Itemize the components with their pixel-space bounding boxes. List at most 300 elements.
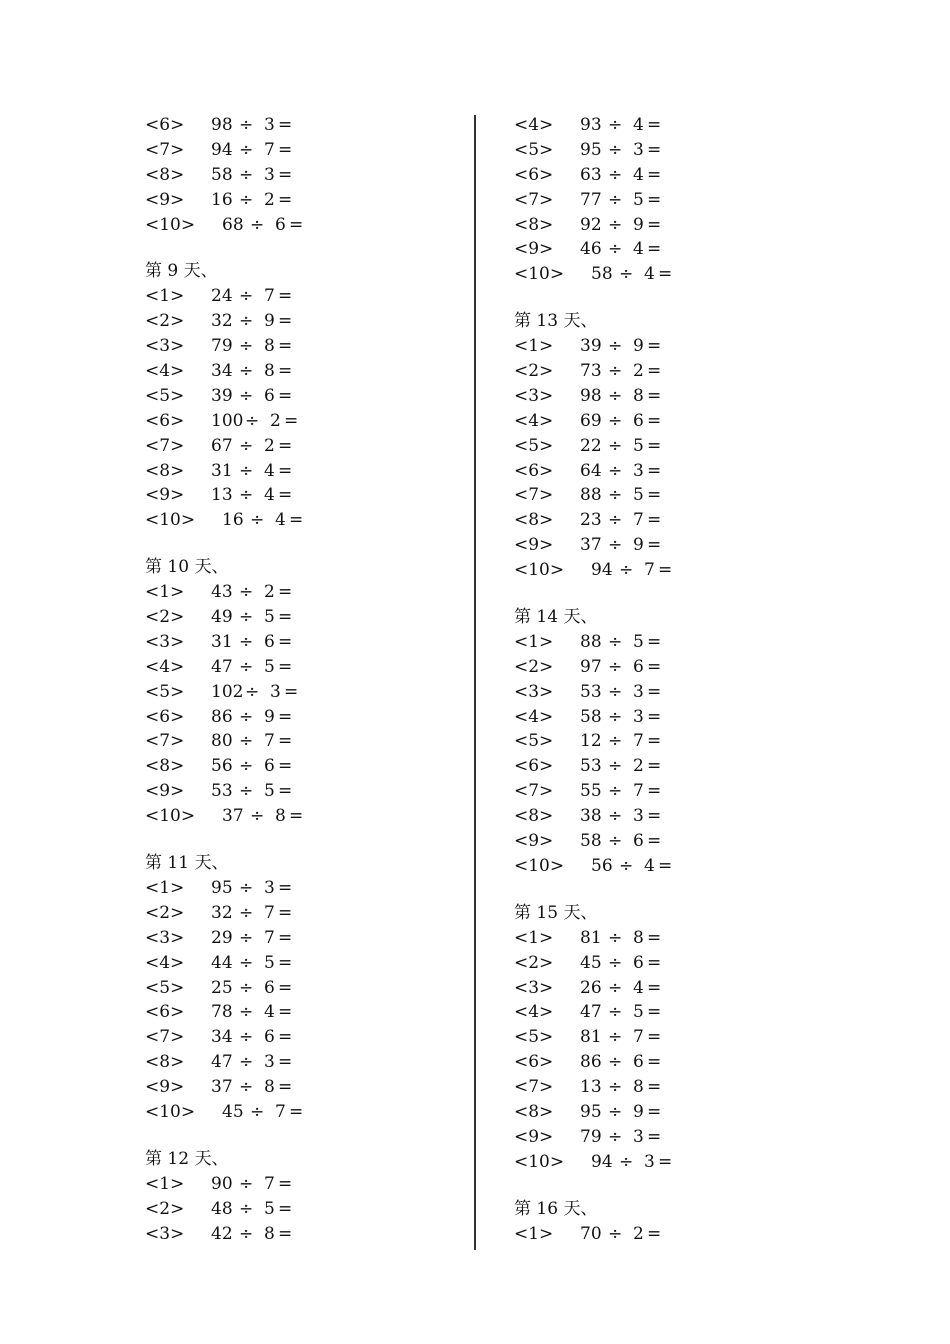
divisor: 7 <box>644 560 655 581</box>
divisor: 6 <box>264 631 275 652</box>
divisor: 5 <box>264 781 275 802</box>
problem-label: <3> <box>145 336 185 357</box>
dividend: 73 <box>580 361 602 382</box>
divisor: 7 <box>633 510 644 531</box>
equals-sign: = <box>278 902 293 923</box>
problem-label: <6> <box>145 1002 185 1023</box>
division-problem <box>514 1075 678 1100</box>
operator: ÷ <box>239 286 254 307</box>
divisor: 8 <box>264 361 275 382</box>
dividend: 95 <box>211 877 233 898</box>
divisor: 6 <box>264 756 275 777</box>
equals-sign: = <box>278 607 293 628</box>
division-problem <box>145 409 309 434</box>
equals-sign: = <box>284 410 299 431</box>
problem-label: <2> <box>145 1198 185 1219</box>
operator: ÷ <box>239 385 254 406</box>
divisor: 6 <box>633 656 644 677</box>
equals-sign: = <box>647 485 662 506</box>
problem-label: <3> <box>145 1223 185 1244</box>
problem-label: <1> <box>145 582 185 603</box>
equals-sign: = <box>647 952 662 973</box>
dividend: 98 <box>580 385 602 406</box>
division-problem <box>145 384 309 409</box>
problem-label: <2> <box>145 311 185 332</box>
operator: ÷ <box>608 435 623 456</box>
problem-label: <2> <box>514 656 554 677</box>
operator: ÷ <box>239 952 254 973</box>
equals-sign: = <box>647 139 662 160</box>
problem-label: <1> <box>514 1223 554 1244</box>
division-problem <box>514 1050 678 1075</box>
division-problem <box>145 926 309 951</box>
operator: ÷ <box>250 806 265 827</box>
division-problem <box>514 1125 678 1150</box>
division-problem <box>514 359 678 384</box>
divisor: 3 <box>264 1052 275 1073</box>
operator: ÷ <box>619 855 634 876</box>
dividend: 22 <box>580 435 602 456</box>
dividend: 56 <box>211 756 233 777</box>
equals-sign: = <box>278 435 293 456</box>
problem-label: <1> <box>514 336 554 357</box>
operator: ÷ <box>250 1101 265 1122</box>
division-problem <box>145 1100 309 1125</box>
problem-label: <2> <box>145 902 185 923</box>
divisor: 9 <box>264 311 275 332</box>
divisor: 7 <box>264 286 275 307</box>
problem-label: <10> <box>514 560 565 581</box>
dividend: 53 <box>580 681 602 702</box>
divisor: 3 <box>264 877 275 898</box>
equals-sign: = <box>278 385 293 406</box>
dividend: 58 <box>211 164 233 185</box>
division-problem <box>145 359 309 384</box>
equals-sign: = <box>289 214 304 235</box>
operator: ÷ <box>239 731 254 752</box>
divisor: 7 <box>264 927 275 948</box>
divisor: 2 <box>264 435 275 456</box>
equals-sign: = <box>647 435 662 456</box>
division-problem <box>145 729 309 754</box>
problem-label: <4> <box>514 115 554 135</box>
operator: ÷ <box>608 139 623 160</box>
division-problem <box>514 459 678 484</box>
division-problem <box>145 655 309 680</box>
equals-sign: = <box>647 806 662 827</box>
operator: ÷ <box>239 336 254 357</box>
problem-label: <2> <box>514 361 554 382</box>
division-problem <box>145 213 309 238</box>
division-problem <box>145 1197 309 1222</box>
problem-label: <5> <box>145 977 185 998</box>
operator: ÷ <box>239 1077 254 1098</box>
dividend: 86 <box>211 706 233 727</box>
equals-sign: = <box>647 706 662 727</box>
problem-label: <10> <box>514 1151 565 1172</box>
operator: ÷ <box>239 139 254 160</box>
problem-label: <9> <box>514 1126 554 1147</box>
equals-sign: = <box>278 927 293 948</box>
operator: ÷ <box>608 1052 623 1073</box>
divisor: 3 <box>264 164 275 185</box>
problem-label: <3> <box>514 385 554 406</box>
dividend: 32 <box>211 902 233 923</box>
divisor: 5 <box>264 952 275 973</box>
operator: ÷ <box>239 1052 254 1073</box>
equals-sign: = <box>278 977 293 998</box>
problem-label: <9> <box>145 189 185 210</box>
dividend: 34 <box>211 1027 233 1048</box>
equals-sign: = <box>647 681 662 702</box>
problem-label: <8> <box>514 214 554 235</box>
divisor: 7 <box>633 731 644 752</box>
divisor: 8 <box>264 336 275 357</box>
divisor: 6 <box>264 385 275 406</box>
divisor: 6 <box>275 214 286 235</box>
equals-sign: = <box>647 631 662 652</box>
operator: ÷ <box>608 831 623 852</box>
problem-label: <9> <box>514 239 554 260</box>
operator: ÷ <box>239 781 254 802</box>
problem-label: <7> <box>145 731 185 752</box>
equals-sign: = <box>647 385 662 406</box>
operator: ÷ <box>608 1101 623 1122</box>
dividend: 94 <box>591 560 613 581</box>
dividend: 92 <box>580 214 602 235</box>
operator: ÷ <box>239 877 254 898</box>
divisor: 5 <box>633 631 644 652</box>
problem-label: <4> <box>145 361 185 382</box>
problem-label: <9> <box>145 485 185 506</box>
division-problem <box>145 483 309 508</box>
right-column <box>514 113 678 1246</box>
operator: ÷ <box>239 902 254 923</box>
equals-sign: = <box>278 731 293 752</box>
left-column <box>145 113 309 1246</box>
problem-label: <5> <box>514 139 554 160</box>
dividend: 37 <box>211 1077 233 1098</box>
division-problem <box>514 434 678 459</box>
divisor: 4 <box>633 115 644 135</box>
problem-label: <9> <box>514 535 554 556</box>
problem-label: <1> <box>145 1173 185 1194</box>
equals-sign: = <box>647 1223 662 1244</box>
operator: ÷ <box>239 435 254 456</box>
division-problem <box>514 630 678 655</box>
divisor: 2 <box>270 410 281 431</box>
division-problem <box>514 729 678 754</box>
equals-sign: = <box>278 1173 293 1194</box>
section-gap <box>514 879 678 901</box>
division-problem <box>145 138 309 163</box>
operator: ÷ <box>239 656 254 677</box>
divisor: 5 <box>633 189 644 210</box>
operator: ÷ <box>608 631 623 652</box>
division-problem <box>145 434 309 459</box>
problem-label: <6> <box>145 410 185 431</box>
column-divider <box>474 115 476 1250</box>
operator: ÷ <box>608 781 623 802</box>
division-problem <box>514 951 678 976</box>
division-problem <box>145 163 309 188</box>
division-problem <box>145 284 309 309</box>
dividend: 58 <box>580 831 602 852</box>
equals-sign: = <box>289 1101 304 1122</box>
dividend: 37 <box>580 535 602 556</box>
equals-sign: = <box>278 139 293 160</box>
problem-label: <9> <box>514 831 554 852</box>
operator: ÷ <box>608 361 623 382</box>
equals-sign: = <box>647 361 662 382</box>
dividend: 46 <box>580 239 602 260</box>
division-problem <box>514 508 678 533</box>
divisor: 4 <box>644 855 655 876</box>
problem-label: <9> <box>145 781 185 802</box>
divisor: 4 <box>264 485 275 506</box>
operator: ÷ <box>239 485 254 506</box>
dividend: 31 <box>211 460 233 481</box>
divisor: 9 <box>264 706 275 727</box>
problem-label: <10> <box>514 264 565 285</box>
operator: ÷ <box>608 535 623 556</box>
dividend: 25 <box>211 977 233 998</box>
equals-sign: = <box>647 756 662 777</box>
day-heading: 第 15 天、 <box>514 902 598 923</box>
division-problem <box>514 779 678 804</box>
dividend: 98 <box>211 115 233 135</box>
equals-sign: = <box>278 336 293 357</box>
dividend: 78 <box>211 1002 233 1023</box>
operator: ÷ <box>239 164 254 185</box>
operator: ÷ <box>608 756 623 777</box>
operator: ÷ <box>239 1198 254 1219</box>
equals-sign: = <box>647 164 662 185</box>
dividend: 47 <box>211 1052 233 1073</box>
dividend: 56 <box>591 855 613 876</box>
operator: ÷ <box>608 336 623 357</box>
divisor: 5 <box>264 656 275 677</box>
operator: ÷ <box>608 656 623 677</box>
divisor: 6 <box>633 410 644 431</box>
dividend: 58 <box>580 706 602 727</box>
equals-sign: = <box>647 656 662 677</box>
equals-sign: = <box>647 239 662 260</box>
divisor: 5 <box>264 607 275 628</box>
dividend: 67 <box>211 435 233 456</box>
problem-label: <6> <box>514 164 554 185</box>
operator: ÷ <box>250 510 265 531</box>
equals-sign: = <box>278 1002 293 1023</box>
division-problem <box>145 508 309 533</box>
dividend: 44 <box>211 952 233 973</box>
day-heading: 第 10 天、 <box>145 557 229 578</box>
equals-sign: = <box>278 460 293 481</box>
problem-label: <8> <box>514 806 554 827</box>
divisor: 4 <box>275 510 286 531</box>
equals-sign: = <box>278 877 293 898</box>
problem-label: <5> <box>514 1027 554 1048</box>
divisor: 2 <box>264 582 275 603</box>
problem-label: <8> <box>145 460 185 481</box>
division-problem <box>145 605 309 630</box>
dividend: 16 <box>211 189 233 210</box>
operator: ÷ <box>245 410 260 431</box>
dividend: 42 <box>211 1223 233 1244</box>
dividend: 53 <box>211 781 233 802</box>
operator: ÷ <box>239 1223 254 1244</box>
divisor: 7 <box>633 1027 644 1048</box>
dividend: 24 <box>211 286 233 307</box>
equals-sign: = <box>647 1126 662 1147</box>
problem-label: <2> <box>514 952 554 973</box>
division-problem <box>145 901 309 926</box>
problem-label: <1> <box>514 631 554 652</box>
equals-sign: = <box>647 336 662 357</box>
division-problem <box>514 926 678 951</box>
problem-label: <5> <box>145 681 185 702</box>
equals-sign: = <box>278 781 293 802</box>
dividend: 88 <box>580 485 602 506</box>
section-gap <box>145 1125 309 1147</box>
equals-sign: = <box>647 1101 662 1122</box>
dividend: 81 <box>580 927 602 948</box>
divisor: 5 <box>633 485 644 506</box>
dividend: 68 <box>222 214 244 235</box>
divisor: 8 <box>633 1077 644 1098</box>
equals-sign: = <box>278 656 293 677</box>
division-problem <box>514 655 678 680</box>
operator: ÷ <box>608 485 623 506</box>
dividend: 13 <box>211 485 233 506</box>
divisor: 7 <box>264 902 275 923</box>
section-gap <box>514 583 678 605</box>
divisor: 4 <box>633 239 644 260</box>
operator: ÷ <box>619 1151 634 1172</box>
divisor: 3 <box>633 139 644 160</box>
divisor: 3 <box>633 681 644 702</box>
division-problem <box>145 976 309 1001</box>
equals-sign: = <box>278 286 293 307</box>
operator: ÷ <box>239 361 254 382</box>
division-problem <box>145 580 309 605</box>
equals-sign: = <box>647 460 662 481</box>
problem-label: <10> <box>145 214 196 235</box>
operator: ÷ <box>239 756 254 777</box>
operator: ÷ <box>239 1173 254 1194</box>
division-problem <box>514 558 678 583</box>
operator: ÷ <box>608 706 623 727</box>
problem-label: <7> <box>514 781 554 802</box>
dividend: 37 <box>222 806 244 827</box>
dividend: 47 <box>580 1002 602 1023</box>
divisor: 5 <box>633 435 644 456</box>
division-problem <box>145 1000 309 1025</box>
divisor: 3 <box>633 806 644 827</box>
divisor: 6 <box>264 1027 275 1048</box>
dividend: 16 <box>222 510 244 531</box>
equals-sign: = <box>278 1077 293 1098</box>
dividend: 86 <box>580 1052 602 1073</box>
division-problem <box>514 188 678 213</box>
equals-sign: = <box>278 1027 293 1048</box>
dividend: 31 <box>211 631 233 652</box>
divisor: 3 <box>270 681 281 702</box>
problem-label: <4> <box>514 706 554 727</box>
division-problem <box>145 804 309 829</box>
divisor: 7 <box>264 1173 275 1194</box>
divisor: 3 <box>633 1126 644 1147</box>
equals-sign: = <box>278 706 293 727</box>
division-problem <box>514 409 678 434</box>
operator: ÷ <box>619 264 634 285</box>
operator: ÷ <box>608 977 623 998</box>
operator: ÷ <box>608 1223 623 1244</box>
problem-label: <7> <box>514 1077 554 1098</box>
problem-label: <3> <box>145 927 185 948</box>
dividend: 53 <box>580 756 602 777</box>
dividend: 47 <box>211 656 233 677</box>
divisor: 6 <box>633 831 644 852</box>
problem-label: <1> <box>145 286 185 307</box>
equals-sign: = <box>647 1077 662 1098</box>
problem-label: <7> <box>145 1027 185 1048</box>
dividend: 79 <box>211 336 233 357</box>
operator: ÷ <box>239 460 254 481</box>
divisor: 2 <box>633 1223 644 1244</box>
division-problem <box>145 188 309 213</box>
operator: ÷ <box>608 1027 623 1048</box>
equals-sign: = <box>278 582 293 603</box>
equals-sign: = <box>647 115 662 135</box>
operator: ÷ <box>608 460 623 481</box>
problem-label: <1> <box>514 927 554 948</box>
problem-label: <6> <box>514 1052 554 1073</box>
division-problem <box>514 680 678 705</box>
division-problem <box>145 705 309 730</box>
section-gap <box>145 533 309 555</box>
operator: ÷ <box>608 410 623 431</box>
division-problem <box>514 1100 678 1125</box>
problem-label: <3> <box>514 681 554 702</box>
dividend: 77 <box>580 189 602 210</box>
problem-label: <8> <box>514 510 554 531</box>
section-gap <box>514 287 678 309</box>
equals-sign: = <box>647 781 662 802</box>
division-problem <box>145 876 309 901</box>
problem-label: <8> <box>145 756 185 777</box>
dividend: 90 <box>211 1173 233 1194</box>
day-heading: 第 14 天、 <box>514 607 598 628</box>
problem-label: <8> <box>514 1101 554 1122</box>
equals-sign: = <box>278 485 293 506</box>
problem-label: <4> <box>145 656 185 677</box>
divisor: 4 <box>264 1002 275 1023</box>
dividend: 12 <box>580 731 602 752</box>
divisor: 9 <box>633 336 644 357</box>
equals-sign: = <box>278 952 293 973</box>
divisor: 3 <box>633 460 644 481</box>
dividend: 94 <box>591 1151 613 1172</box>
divisor: 6 <box>264 977 275 998</box>
division-problem <box>514 237 678 262</box>
division-problem <box>514 976 678 1001</box>
divisor: 6 <box>633 1052 644 1073</box>
equals-sign: = <box>658 1151 673 1172</box>
day-heading: 第 11 天、 <box>145 853 229 874</box>
day-heading: 第 16 天、 <box>514 1198 598 1219</box>
equals-sign: = <box>278 1223 293 1244</box>
